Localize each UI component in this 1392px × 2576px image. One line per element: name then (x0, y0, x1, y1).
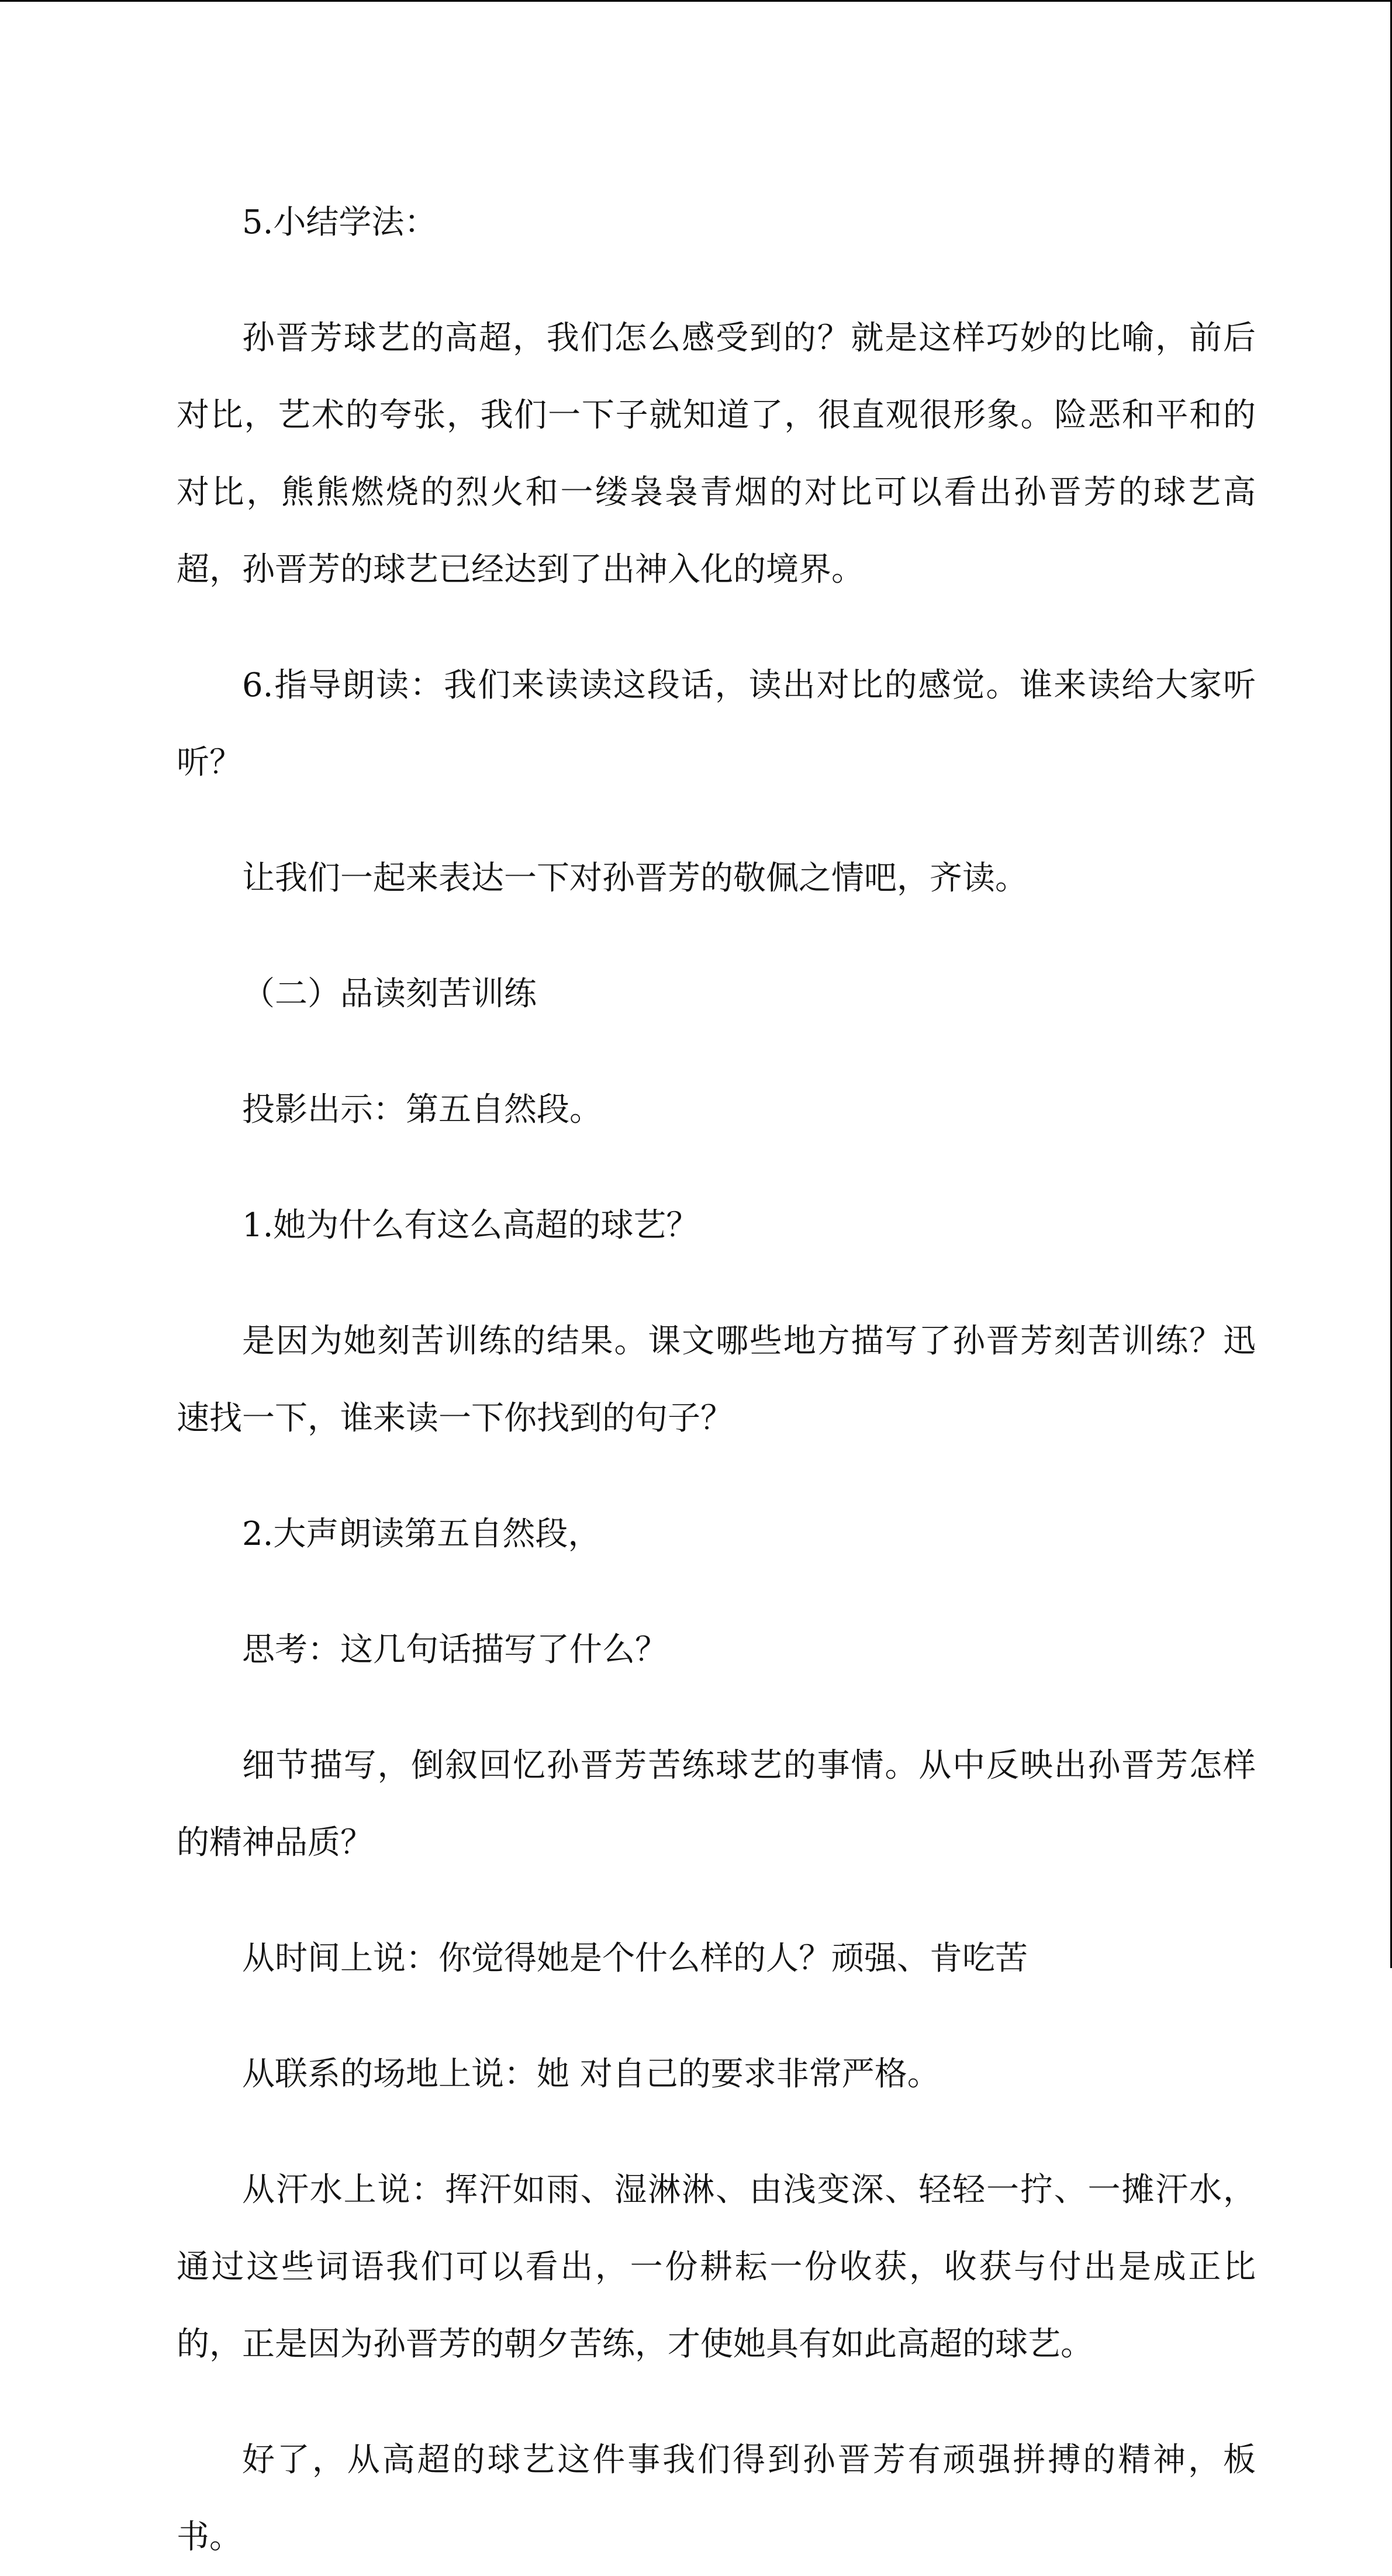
paragraph-conclusion: 好了，从高超的球艺这件事我们得到孙晋芳有顽强拼搏的精神，板书。 (177, 2441, 1256, 2556)
paragraph-reading-guide: 6.指导朗读：我们来读读这段话，读出对比的感觉。谁来读给大家听听？ (177, 666, 1256, 782)
document-body (177, 184, 1256, 2576)
paragraph-time: 从时间上说：你觉得她是个什么样的人？顽强、肯吃苦 (242, 1939, 1028, 1977)
paragraph-sweat: 从汗水上说：挥汗如雨、湿淋淋、由浅变深、轻轻一拧、一摊汗水，通过这些词语我们可以看出，一份耕耘一份收获，收获与付出是成正比的，正是因为孙晋芳的朝夕苦练，才使她具有如此高超的球艺。 (177, 2171, 1256, 2363)
paragraph-think: 思考：这几句话描写了什么？ (242, 1631, 668, 1669)
paragraph-answer-1: 是因为她刻苦训练的结果。课文哪些地方描写了孙晋芳刻苦训练？迅速找一下，谁来读一下你找到的句子？ (177, 1322, 1256, 1437)
paragraph-projection: 投影出示：第五自然段。 (242, 1091, 602, 1129)
paragraph-summary-heading: 5.小结学法： (242, 203, 437, 241)
section-heading-training: （二）品读刻苦训练 (242, 975, 537, 1013)
paragraph-detail: 细节描写，倒叙回忆孙晋芳苦练球艺的事情。从中反映出孙晋芳怎样的精神品质？ (177, 1747, 1256, 1862)
paragraph-venue: 从联系的场地上说：她 对自己的要求非常严格。 (242, 2055, 940, 2093)
paragraph-summary-text: 孙晋芳球艺的高超，我们怎么感受到的？就是这样巧妙的比喻，前后对比，艺术的夸张，我们一下子就知道了，很直观很形象。险恶和平和的对比，熊熊燃烧的烈火和一缕袅袅青烟的对比可以看出孙晋芳的球艺高超，孙晋芳的球艺已经达到了出神入化的境界。 (177, 319, 1256, 589)
paragraph-question-1: 1.她为什么有这么高超的球艺？ (242, 1206, 699, 1244)
paragraph-read-together: 让我们一起来表达一下对孙晋芳的敬佩之情吧，齐读。 (242, 859, 1028, 897)
paragraph-read-aloud: 2.大声朗读第五自然段， (242, 1515, 601, 1553)
